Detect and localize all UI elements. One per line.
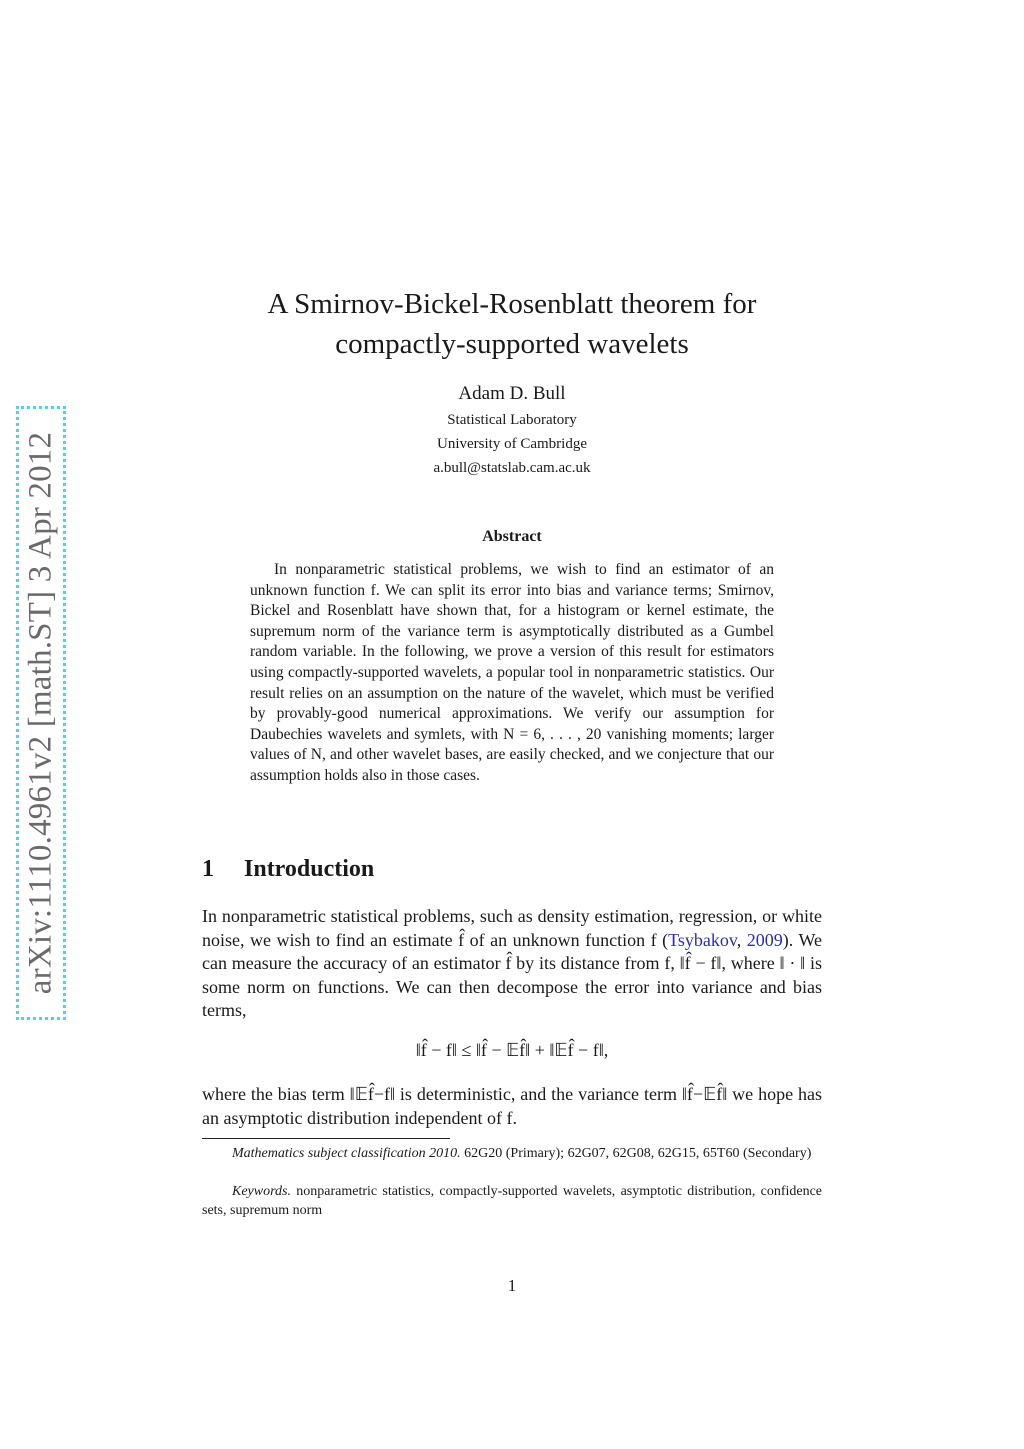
msc-label: Mathematics subject classification 2010. — [232, 1146, 461, 1161]
intro-paragraph-2: where the bias term ‖𝔼f̂−f‖ is deterministic, and the variance term ‖f̂−𝔼f̂‖ we hope has an asymptotic distribution independent of f. — [202, 1084, 822, 1128]
abstract-heading: Abstract — [482, 528, 542, 545]
intro-paragraph-1 — [202, 905, 822, 1023]
section-title: Introduction — [244, 856, 375, 882]
author-email: a.bull@statslab.cam.ac.uk — [433, 460, 591, 476]
page-number: 1 — [507, 1276, 517, 1295]
arxiv-identifier: arXiv:1110.4961v2 [math.ST] 3 Apr 2012 — [22, 431, 59, 995]
title-line-1: A Smirnov-Bickel-Rosenblatt theorem for — [267, 288, 757, 320]
footnote-msc — [202, 1144, 822, 1163]
title-line-2: compactly-supported wavelets — [335, 328, 689, 360]
intro-text-after: ). We can measure the accuracy of an estimator f̂ by its distance from f, ‖f̂ − f‖, where ‖ · ‖ is some norm on functions. We can then decompose the error into variance and bias terms, — [202, 929, 823, 1021]
affiliation-university: University of Cambridge — [437, 436, 587, 452]
citation-sep: , — [736, 929, 747, 950]
intro-text-before: In nonparametric statistical problems, such as density estimation, regression, or white noise, we wish to find an estimate f̂ of an unknown function f ( — [202, 906, 822, 950]
keywords-label: Keywords. — [232, 1184, 291, 1199]
display-equation: ‖f̂ − f‖ ≤ ‖f̂ − 𝔼f̂‖ + ‖𝔼f̂ − f‖, — [415, 1040, 609, 1060]
section-heading — [202, 856, 374, 883]
affiliation-lab: Statistical Laboratory — [447, 412, 577, 428]
section-number: 1 — [202, 856, 214, 882]
author-name: Adam D. Bull — [458, 383, 566, 404]
footnote-rule — [202, 1138, 450, 1139]
citation-link-author[interactable]: Tsybakov — [668, 929, 737, 950]
footnote-keywords — [202, 1182, 822, 1220]
arxiv-stamp — [16, 406, 66, 1020]
keywords-text: nonparametric statistics, compactly-supported wavelets, asymptotic distribution, confidence sets, supremum norm — [202, 1184, 823, 1218]
paper-title — [200, 284, 824, 364]
msc-text: 62G20 (Primary); 62G07, 62G08, 62G15, 65T60 (Secondary) — [464, 1146, 812, 1161]
abstract-text: In nonparametric statistical problems, we wish to find an estimator of an unknown function f. We can split its error into bias and variance terms; Smirnov, Bickel and Rosenblatt have shown that, for a histogram or kernel estimate, the supremum norm of the variance term is asymptotically distributed as a Gumbel random variable. In the following, we prove a version of this result for estimators using compactly-supported wavelets, a popular tool in nonparametric statistics. Our result relies on an assumption on the nature of the wavelet, which must be verified by provably-good numerical approximations. We verify our assumption for Daubechies wavelets and symlets, with N = 6, . . . , 20 vanishing moments; larger values of N, and other wavelet bases, are easily checked, and we conjecture that our assumption holds also in those cases. — [250, 561, 774, 784]
citation-link-year[interactable]: 2009 — [746, 929, 783, 950]
